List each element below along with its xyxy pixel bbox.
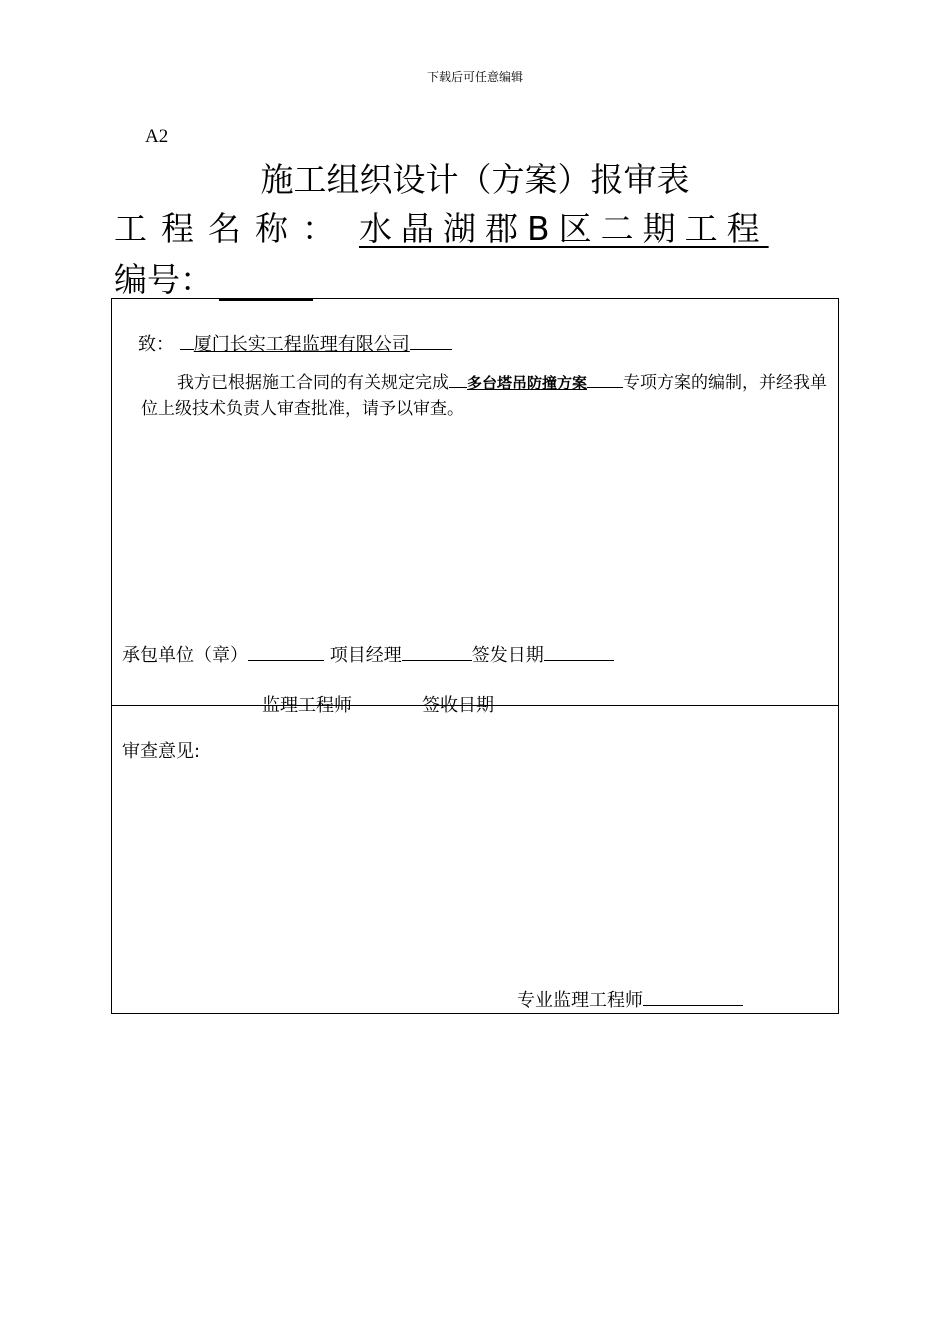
issue-date-label: 签发日期: [471, 645, 544, 666]
project-name-row: [114, 204, 834, 248]
submission-text: [141, 370, 831, 422]
project-name: 水晶湖郡B区二期工程: [359, 208, 769, 248]
issue-date-blank: [544, 642, 614, 661]
manager-label: 项目经理: [329, 645, 402, 666]
number-blank: [219, 268, 313, 301]
manager-blank: [402, 642, 472, 661]
submission-text-before: 我方已根据施工合同的有关规定完成: [177, 373, 449, 393]
review-opinion-label: 审查意见:: [122, 741, 201, 762]
contractor-blank: [248, 642, 324, 661]
engineer-line: [517, 986, 743, 1012]
to-label: 致：: [138, 334, 174, 355]
plan-name: 多台塔吊防撞方案: [467, 374, 588, 392]
signature-line: [122, 641, 614, 667]
supervisor-line-clipped: [262, 691, 494, 716]
recipient-line: [138, 330, 452, 356]
contractor-label: 承包单位（章）: [122, 645, 248, 666]
number-row: [114, 254, 313, 301]
engineer-blank: [643, 987, 743, 1006]
project-label: 工程名称：: [114, 208, 349, 248]
download-note: 下载后可任意编辑: [426, 70, 523, 84]
form-title: 施工组织设计（方案）报审表: [260, 160, 690, 199]
engineer-label: 专业监理工程师: [517, 990, 643, 1011]
number-label: 编号：: [114, 260, 213, 299]
recipient-name: 厦门长实工程监理有限公司: [193, 334, 410, 355]
supervisor-label: 监理工程师: [262, 695, 352, 716]
submission-text-after: 专项方案的编制，并经我单位上级技术负责人审查批准，请予以审查。: [141, 373, 828, 419]
form-code: A2: [145, 126, 169, 147]
receipt-date-label: 签收日期: [422, 695, 494, 716]
